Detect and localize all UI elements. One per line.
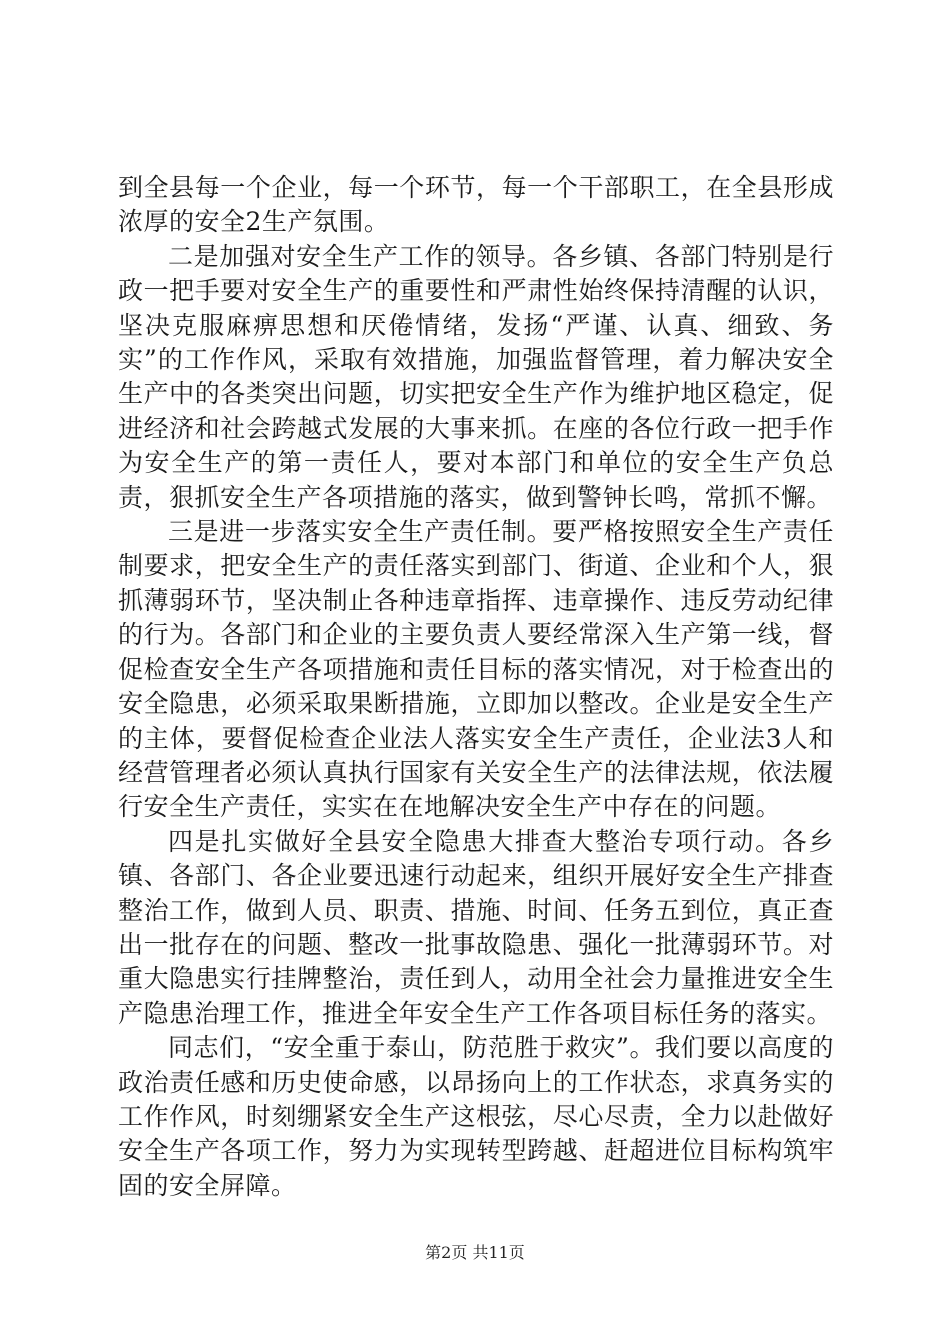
paragraph-3: 三是进一步落实安全生产责任制。要严格按照安全生产责任制要求，把安全生产的责任落实到部门、街道、企业和个人，狠抓薄弱环节，坚决制止各种违章指挥、违章操作、违反劳动纪律的行为。各部门和企业的主要负责人要经常深入生产第一线，督促检查安全生产各项措施和责任目标的落实情况，对于检查出的安全隐患，必须采取果断措施，立即加以整改。企业是安全生产的主体，要督促检查企业法人落实安全生产责任，企业法3人和经营管理者必须认真执行国家有关安全生产的法律法规，依法履行安全生产责任，实实在在地解决安全生产中存在的问题。	[118, 517, 834, 822]
paragraph-4: 四是扎实做好全县安全隐患大排查大整治专项行动。各乡镇、各部门、各企业要迅速行动起来，组织开展好安全生产排查整治工作，做到人员、职责、措施、时间、任务五到位，真正查出一批存在的问题、整改一批事故隐患、强化一批薄弱环节。对重大隐患实行挂牌整治，责任到人，动用全社会力量推进安全生产隐患治理工作，推进全年安全生产工作各项目标任务的落实。	[118, 826, 834, 1028]
paragraph-5: 同志们，“安全重于泰山，防范胜于救灾”。我们要以高度的政治责任感和历史使命感，以昂扬向上的工作状态，求真务实的工作作风，时刻绷紧安全生产这根弦，尽心尽责，全力以赴做好安全生产各项工作，努力为实现转型跨越、赶超进位目标构筑牢固的安全屏障。	[118, 1033, 834, 1200]
paragraph-2: 二是加强对安全生产工作的领导。各乡镇、各部门特别是行政一把手要对安全生产的重要性和严肃性始终保持清醒的认识，坚决克服麻痹思想和厌倦情绪，发扬“严谨、认真、细致、务实”的工作作风，采取有效措施，加强监督管理，着力解决安全生产中的各类突出问题，切实把安全生产作为维护地区稳定，促进经济和社会跨越式发展的大事来抓。在座的各位行政一把手作为安全生产的第一责任人，要对本部门和单位的安全生产负总责，狠抓安全生产各项措施的落实，做到警钟长鸣，常抓不懈。	[118, 241, 834, 512]
paragraph-1: 到全县每一个企业，每一个环节，每一个干部职工，在全县形成浓厚的安全2生产氛围。	[118, 173, 834, 237]
document-body	[118, 171, 834, 1203]
page-footer: 第2页 共11页	[425, 1243, 525, 1262]
